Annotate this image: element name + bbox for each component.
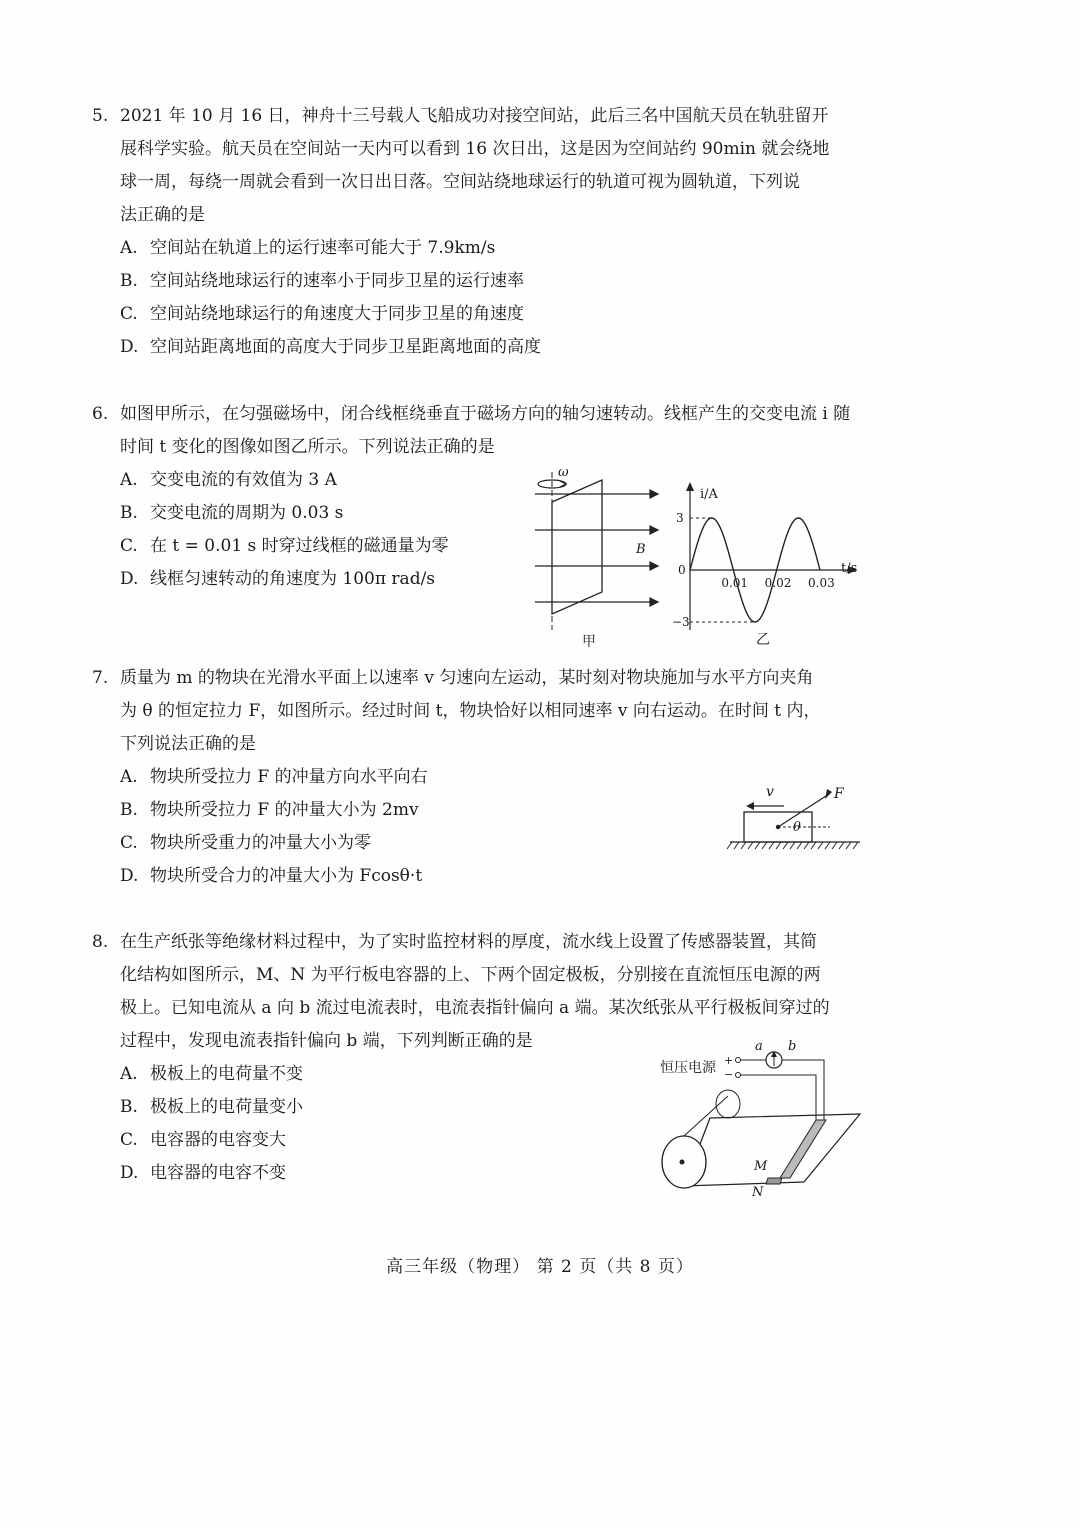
y-axis-label: i/A xyxy=(700,487,718,502)
ground-hatch-line xyxy=(832,842,837,849)
question-stem-line: 8. 在生产纸张等绝缘材料过程中，为了实时监控材料的厚度，流水线上设置了传感器装置，其简 xyxy=(92,926,862,959)
power-source-label: 恒压电源 xyxy=(660,1060,716,1076)
ground-hatch-line xyxy=(790,842,795,849)
figure-caption-yi: 乙 xyxy=(756,632,770,648)
ground-hatch-line xyxy=(741,842,746,849)
y-tick-label: 0 xyxy=(678,563,686,577)
question-5 xyxy=(92,100,862,364)
capacitor-sensor-diagram xyxy=(656,1036,866,1206)
x-tick-label: 0.01 xyxy=(721,576,749,590)
ground-hatch-line xyxy=(762,842,767,849)
x-axis-label: t/s xyxy=(841,561,858,576)
question-stem-line: 7. 质量为 m 的物块在光滑水平面上以速率 v 匀速向左运动，某时刻对物块施加与水平方向夹角 xyxy=(92,662,862,695)
ground-hatch-line xyxy=(839,842,844,849)
plate-m xyxy=(780,1120,826,1178)
question-number: 6. xyxy=(92,404,109,424)
paper-sheet xyxy=(684,1114,860,1186)
question-stem-line: 化结构如图所示，M、N 为平行板电容器的上、下两个固定极板，分别接在直流恒压电源的两 xyxy=(120,965,821,985)
option-b: B. 交变电流的周期为 0.03 s xyxy=(120,503,344,523)
ground-hatch-line xyxy=(804,842,809,849)
force-label: F xyxy=(834,786,844,802)
terminal-a-label: a xyxy=(755,1039,763,1054)
option-a: A. 物块所受拉力 F 的冲量方向水平向右 xyxy=(120,767,428,787)
option-a: A. 交变电流的有效值为 3 A xyxy=(120,470,337,490)
plate-n-label: N xyxy=(752,1185,764,1200)
option-b: B. 空间站绕地球运行的速率小于同步卫星的运行速率 xyxy=(120,271,524,291)
angle-label: θ xyxy=(793,820,801,835)
plus-terminal-label: + xyxy=(724,1054,734,1067)
figure-caption-jia: 甲 xyxy=(582,634,596,650)
option-c: C. 空间站绕地球运行的角速度大于同步卫星的角速度 xyxy=(120,304,524,324)
omega-label: ω xyxy=(558,465,569,480)
question-stem-line: 极上。已知电流从 a 向 b 流过电流表时，电流表指针偏向 a 端。某次纸张从平行极板间穿过的 xyxy=(120,998,830,1018)
question-number: 8. xyxy=(92,932,109,952)
ground-hatch-line xyxy=(769,842,774,849)
option-c: C. 物块所受重力的冲量大小为零 xyxy=(120,833,371,853)
option-d: D. 物块所受合力的冲量大小为 Fcosθ·t xyxy=(120,866,423,886)
plate-n xyxy=(766,1178,782,1184)
x-tick-label: 0.03 xyxy=(808,576,835,590)
ground-hatch-line xyxy=(797,842,802,849)
coil-frame xyxy=(552,480,602,614)
block-force-diagram xyxy=(726,780,866,852)
ground-hatch-line xyxy=(755,842,760,849)
ground-hatch-line xyxy=(853,842,858,849)
question-7 xyxy=(92,662,862,893)
ground-hatch-line xyxy=(727,842,732,849)
question-stem-line: 过程中，发现电流表指针偏向 b 端，下列判断正确的是 xyxy=(120,1031,533,1051)
question-stem-line: 为 θ 的恒定拉力 F，如图所示。经过时间 t，物块恰好以相同速率 v 向右运动。在时间 t 内， xyxy=(120,701,821,721)
option-d: D. 线框匀速转动的角速度为 100π rad/s xyxy=(120,569,436,589)
rotating-coil-diagram xyxy=(530,462,670,652)
question-stem-line: 法正确的是 xyxy=(120,205,205,225)
option-a: A. 空间站在轨道上的运行速率可能大于 7.9km/s xyxy=(120,238,496,258)
current-time-chart xyxy=(668,478,868,650)
ground-hatch-line xyxy=(734,842,739,849)
question-stem-line: 时间 t 变化的图像如图乙所示。下列说法正确的是 xyxy=(120,437,495,457)
option-b: B. 极板上的电荷量变小 xyxy=(120,1097,303,1117)
ground-hatch-line xyxy=(818,842,823,849)
question-number: 5. xyxy=(92,106,109,126)
option-c: C. 电容器的电容变大 xyxy=(120,1130,286,1150)
ground-hatch-line xyxy=(783,842,788,849)
question-stem-line: 下列说法正确的是 xyxy=(120,734,256,754)
ground-hatch-line xyxy=(846,842,851,849)
ground-hatch-line xyxy=(811,842,816,849)
question-number: 7. xyxy=(92,668,109,688)
minus-terminal-label: − xyxy=(724,1068,734,1081)
option-d: D. 电容器的电容不变 xyxy=(120,1163,286,1183)
question-stem-line: 球一周，每绕一周就会看到一次日出日落。空间站绕地球运行的轨道可视为圆轨道，下列说 xyxy=(120,172,800,192)
ground-hatch-line xyxy=(748,842,753,849)
terminal-b-label: b xyxy=(788,1039,797,1054)
ground-hatch-line xyxy=(825,842,830,849)
option-d: D. 空间站距离地面的高度大于同步卫星距离地面的高度 xyxy=(120,337,541,357)
y-tick-label: −3 xyxy=(672,615,690,629)
y-tick-label: 3 xyxy=(676,511,684,525)
page-footer: 高三年级（物理） 第 2 页（共 8 页） xyxy=(386,1257,694,1277)
option-a: A. 极板上的电荷量不变 xyxy=(120,1064,303,1084)
velocity-label: v xyxy=(766,784,774,800)
question-stem-line: 5. 2021 年 10 月 16 日，神舟十三号载人飞船成功对接空间站，此后三名中国航天员在轨驻留开 xyxy=(92,100,862,133)
x-tick-label: 0.02 xyxy=(764,576,792,590)
field-label: B xyxy=(636,542,646,557)
question-stem-line: 展科学实验。航天员在空间站一天内可以看到 16 次日出，这是因为空间站约 90min 就会绕地 xyxy=(120,139,830,159)
plate-m-label: M xyxy=(754,1159,768,1174)
ground-hatch-line xyxy=(776,842,781,849)
question-stem-line: 6. 如图甲所示，在匀强磁场中，闭合线框绕垂直于磁场方向的轴匀速转动。线框产生的交变电流 i 随 xyxy=(92,398,862,431)
option-b: B. 物块所受拉力 F 的冲量大小为 2mv xyxy=(120,800,419,820)
option-c: C. 在 t = 0.01 s 时穿过线框的磁通量为零 xyxy=(120,536,449,556)
